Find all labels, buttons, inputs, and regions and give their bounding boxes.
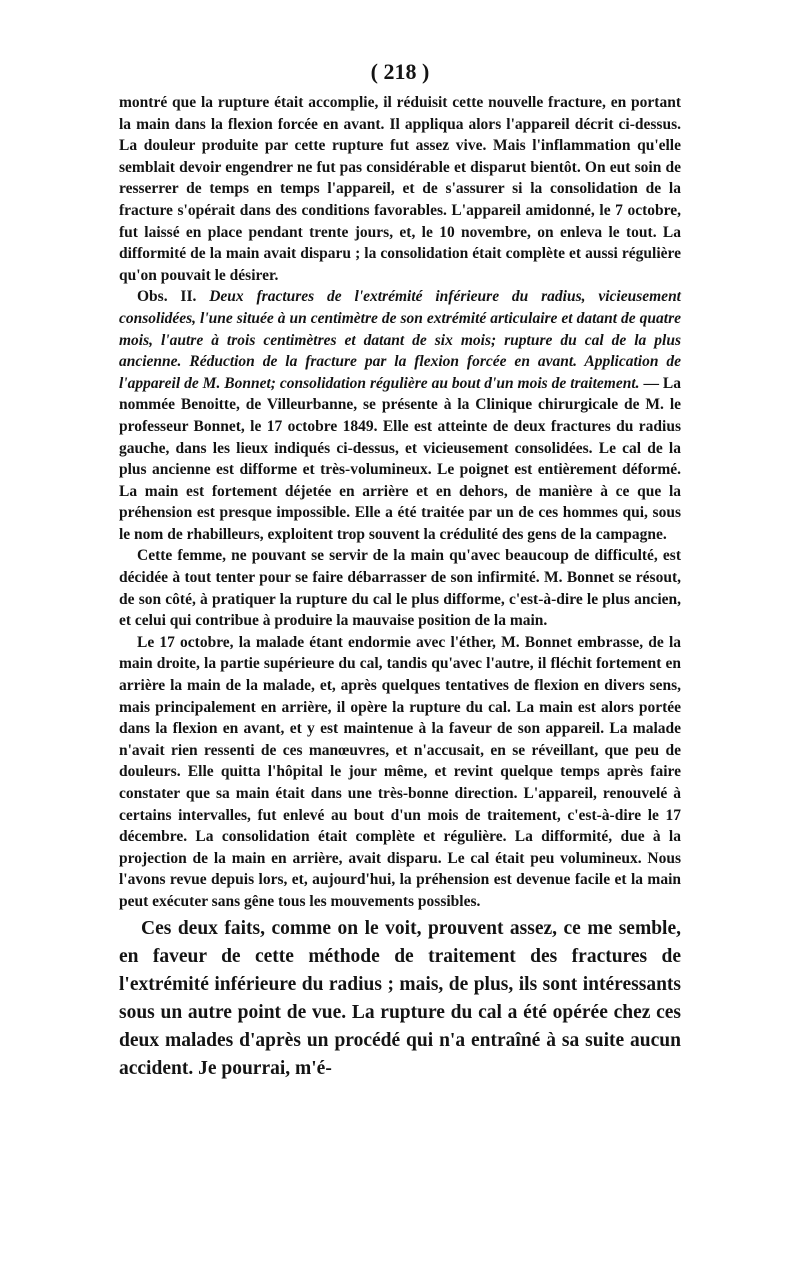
paragraph-3: Le 17 octobre, la malade étant endormie avec l'éther, M. Bonnet embrasse, de la main droite, la partie supérieure du cal, tandis qu'avec l'autre, il fléchit fortement en arrière la main de la malade, et, après quelques tentatives de flexion en divers sens, mais principalement en arrière, il opère la rupture du cal. La main est alors portée dans la flexion en avant, et y est maintenue à la faveur de son appareil. La malade n'avait rien ressenti de ces manœuvres, et n'accusait, en se réveillant, que peu de douleurs. Elle quitta l'hôpital le jour même, et revint quelque temps après faire constater que sa main était dans une très-bonne direction. L'appareil, renouvelé à certains intervalles, fut enlevé au bout d'un mois de traitement, c'est-à-dire le 17 décembre. La consolidation était complète et régulière. La difformité, due à la projection de la main en arrière, avait disparu. Le cal était peu volumineux. Nous l'avons revue depuis lors, et, aujourd'hui, la préhension est devenue facile et la main peut exécuter sans gêne tous les mouvements possibles. (119, 633, 681, 910)
large-print-block (119, 915, 681, 1083)
observation-body: — La nommée Benoitte, de Villeurbanne, se présente à la Clinique chirurgicale de M. le professeur Bonnet, le 17 octobre 1849. Elle est atteinte de deux fractures du radius gauche, dans les lieux indiqués ci-dessus, et vicieusement consolidées. Le cal de la plus ancienne est difforme et très-volumineux. Le poignet est entièrement déformé. La main est fortement déjetée en arrière et en dehors, de manière à ce que la préhension est presque impossible. Elle a été traitée par un de ces hommes qui, sous le nom de rhabilleurs, exploitent trop souvent la crédulité des gens de la campagne. (119, 374, 682, 543)
paragraph-continued: montré que la rupture était accomplie, il réduisit cette nouvelle fracture, en portant la main dans la flexion forcée en avant. Il appliqua alors l'appareil décrit ci-dessus. La douleur produite par cette rupture fut assez vive. Mais l'inflammation qu'elle semblait devoir engendrer ne fut pas considérable et disparut bientôt. On eut soin de resserrer de temps en temps l'appareil, et de s'assurer si la consolidation de la fracture s'opérait dans des conditions favorables. L'appareil amidonné, le 7 octobre, fut laissé en place pendant trente jours, et, le 10 novembre, on enleva le tout. La difformité de la main avait disparu ; la consolidation était complète et aussi régulière qu'on pouvait le désirer. (119, 94, 681, 284)
paragraph-large: Ces deux faits, comme on le voit, prouvent assez, ce me semble, en faveur de cette méthode de traitement des fractures de l'extrémité inférieure du radius ; mais, de plus, ils sont intéressants sous un autre point de vue. La rupture du cal a été opérée chez ces deux malades d'après un procédé qui n'a entraîné à sa suite aucun accident. Je pourrai, m'é- (119, 917, 681, 1079)
document-page (119, 56, 681, 1083)
paragraph-2: Cette femme, ne pouvant se servir de la main qu'avec beaucoup de difficulté, est décidée à tout tenter pour se faire débarrasser de son infirmité. M. Bonnet se résout, de son côté, à pratiquer la rupture du cal le plus difforme, c'est-à-dire le plus ancien, et celui qui contribue à produire la mauvaise position de la main. (119, 547, 681, 630)
page-number: ( 218 ) (370, 59, 430, 84)
observation-label: Obs. II. (137, 288, 197, 306)
small-print-block (119, 92, 681, 913)
observation-title: Deux fractures de l'extrémité inférieure du radius, vicieusement consolidées, l'une située à un centimètre de son extrémité articulaire et datant de quatre mois, l'autre à trois centimètres et datant de six mois; rupture du cal de la plus ancienne. Réduction de la fracture par la flexion forcée en avant. Application de l'appareil de M. Bonnet; consolidation régulière au bout d'un mois de traitement. (119, 288, 681, 392)
observation-paragraph (119, 286, 681, 545)
